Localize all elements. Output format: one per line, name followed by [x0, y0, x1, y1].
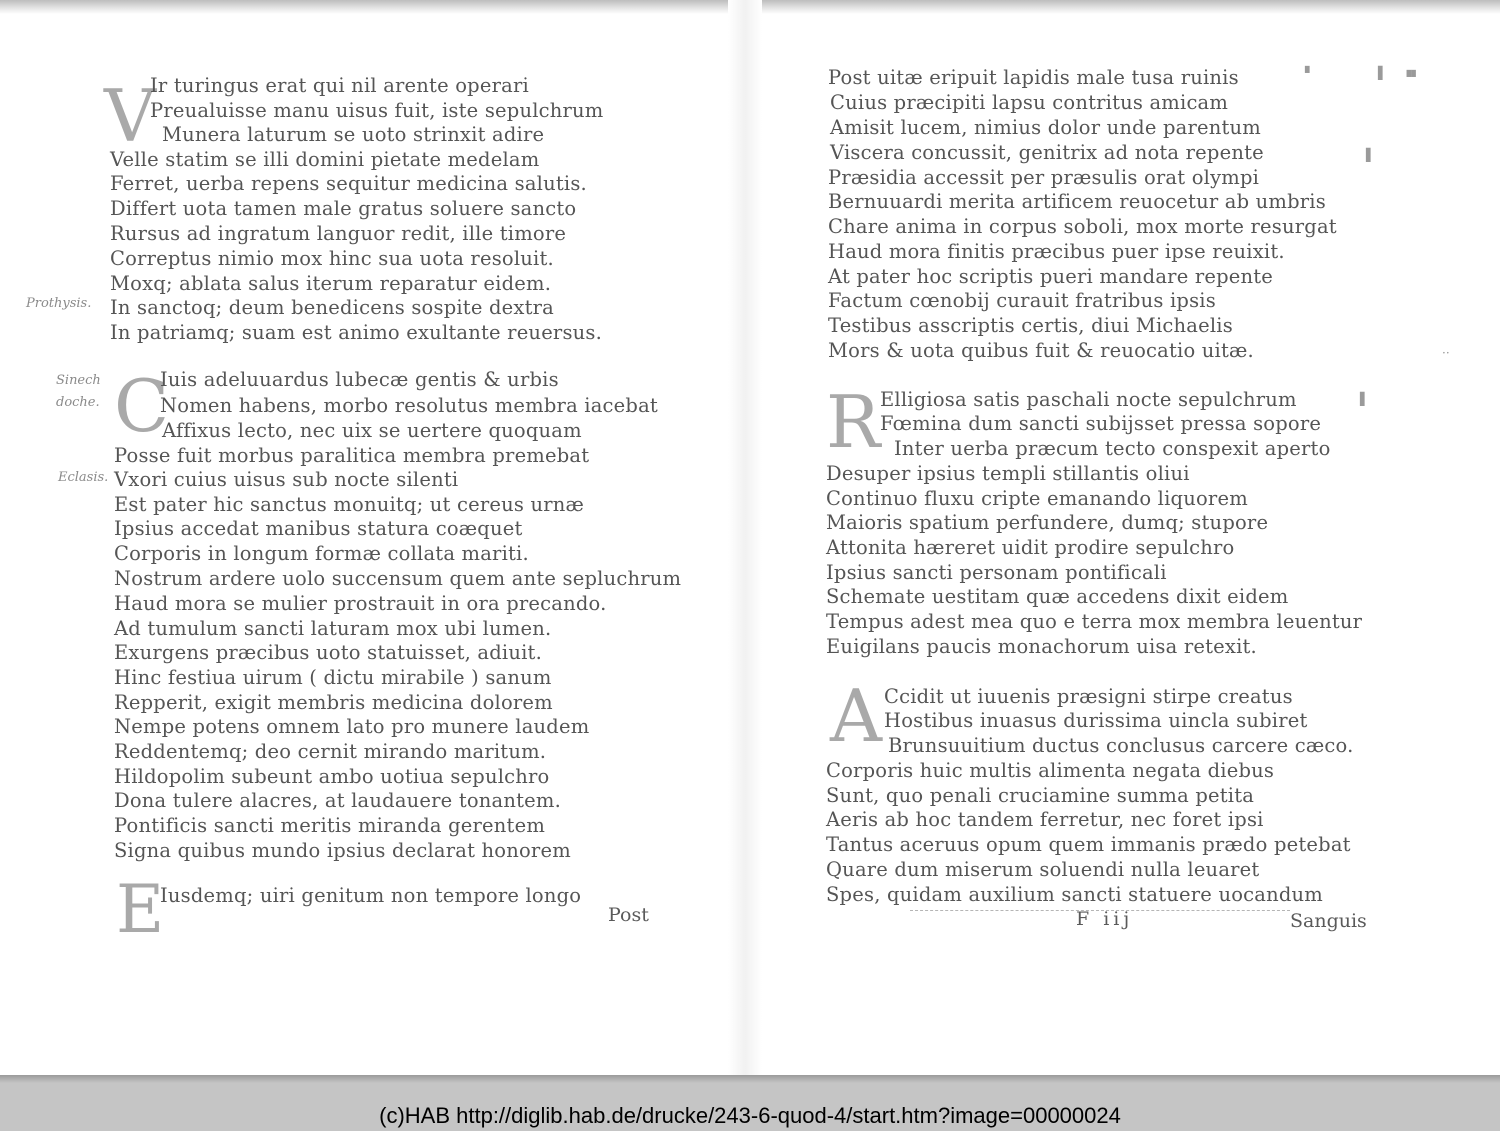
margin-note: Sinech doche.: [56, 373, 101, 410]
text-line: Fœmina dum sancti subijsset pressa sopore: [880, 412, 1322, 435]
text-line: Corporis huic multis alimenta negata diebus: [826, 759, 1275, 782]
text-line: Affixus lecto, nec uix se uertere quoquam: [162, 419, 582, 442]
text-line: Rursus ad ingratum languor redit, ille timore: [110, 222, 567, 245]
text-line: Signa quibus mundo ipsius declarat honorem: [114, 839, 571, 862]
text-line: Post uitæ eripuit lapidis male tusa ruinis: [828, 66, 1239, 89]
text-line: Elligiosa satis paschali nocte sepulchrum: [880, 388, 1297, 411]
text-line: Brunsuuitium ductus conclusus carcere cæco.: [888, 734, 1354, 757]
text-line: Ad tumulum sancti laturam mox ubi lumen.: [114, 617, 552, 640]
text-line: Cuius præcipiti lapsu contritus amicam: [830, 91, 1229, 114]
drop-cap-initial: E: [116, 871, 165, 948]
text-line: In sanctoq; deum benedicens sospite dextra: [110, 296, 554, 319]
text-line: Preualuisse manu uisus fuit, iste sepulchrum: [150, 99, 604, 122]
text-line: Continuo fluxu cripte emanando liquorem: [826, 487, 1248, 510]
text-line: Ferret, uerba repens sequitur medicina salutis.: [110, 172, 587, 195]
text-line: Ipsius accedat manibus statura coæquet: [114, 517, 523, 540]
catchword: Sanguis: [1290, 910, 1367, 932]
text-line: Posse fuit morbus paralitica membra premebat: [114, 444, 590, 467]
signature-mark: F iij: [1076, 908, 1134, 930]
text-line: Desuper ipsius templi stillantis oliui: [826, 462, 1190, 485]
text-line: Iusdemq; uiri genitum non tempore longo: [160, 884, 582, 907]
ink-speck: ▝▘: [1402, 70, 1421, 84]
text-line: Reddentemq; deo cernit mirando maritum.: [114, 740, 547, 763]
text-line: Exurgens præcibus uoto statuisset, adiuit.: [114, 641, 542, 664]
ink-speck: ▌: [1360, 392, 1370, 406]
text-line: Hostibus inuasus durissima uincla subiret: [884, 709, 1308, 732]
text-line: In patriamq; suam est animo exultante reuersus.: [110, 321, 603, 344]
text-line: Attonita hæreret uidit prodire sepulchro: [826, 536, 1235, 559]
text-line: Ipsius sancti personam pontificali: [826, 561, 1167, 584]
text-line: Vxori cuius uisus sub nocte silenti: [114, 468, 459, 491]
text-line: Haud mora se mulier prostrauit in ora precando.: [114, 592, 607, 615]
text-line: Amisit lucem, nimius dolor unde parentum: [830, 116, 1261, 139]
text-line: Schemate uestitam quæ accedens dixit eidem: [826, 585, 1289, 608]
text-line: Ir turingus erat qui nil arente operari: [150, 74, 529, 97]
ink-speck: ▌: [1378, 66, 1388, 80]
text-line: Munera laturum se uoto strinxit adire: [162, 123, 545, 146]
text-line: Ccidit ut iuuenis præsigni stirpe creatus: [884, 685, 1293, 708]
text-line: Haud mora finitis præcibus puer ipse reuixit.: [828, 240, 1285, 263]
margin-note: Prothysis.: [26, 296, 92, 311]
text-line: Nostrum ardere uolo succensum quem ante sepluchrum: [114, 567, 682, 590]
text-line: Bernuuardi merita artificem reuocetur ab umbris: [828, 190, 1326, 213]
ink-speck: ··: [1442, 346, 1450, 360]
text-line: Viscera concussit, genitrix ad nota repente: [830, 141, 1264, 164]
text-line: Repperit, exigit membris medicina dolorem: [114, 691, 553, 714]
drop-cap-initial: R: [826, 380, 881, 464]
ink-speck: ▌: [1366, 148, 1376, 162]
text-line: Pontificis sancti meritis miranda gerentem: [114, 814, 546, 837]
margin-note: Eclasis.: [58, 470, 109, 485]
copyright-url: (c)HAB http://diglib.hab.de/drucke/243-6-quod-4/start.htm?image=00000024: [379, 1103, 1121, 1128]
text-line: Spes, quidam auxilium sancti statuere uocandum: [826, 883, 1323, 906]
right-page: [760, 0, 1500, 1075]
text-line: Nempe potens omnem lato pro munere laudem: [114, 715, 590, 738]
text-line: Sunt, quo penali cruciamine summa petita: [826, 784, 1255, 807]
text-line: Inter uerba præcum tecto conspexit aperto: [894, 437, 1331, 460]
drop-cap-initial: V: [104, 74, 156, 158]
left-page: [0, 0, 740, 1075]
text-line: Velle statim se illi domini pietate medelam: [110, 148, 540, 171]
text-line: Moxq; ablata salus iterum reparatur eidem.: [110, 272, 552, 295]
text-line: Aeris ab hoc tandem ferretur, nec foret ipsi: [826, 808, 1264, 831]
text-line: At pater hoc scriptis pueri mandare repente: [828, 265, 1274, 288]
text-line: Maioris spatium perfundere, dumq; stupore: [826, 511, 1269, 534]
text-line: Quare dum miserum soluendi nulla leuaret: [826, 858, 1260, 881]
catchword: Post: [608, 904, 649, 926]
text-line: Hinc festiua uirum ( dictu mirabile ) sanum: [114, 666, 552, 689]
text-line: Præsidia accessit per præsulis orat olympi: [828, 166, 1260, 189]
text-line: Tempus adest mea quo e terra mox membra leuentur: [826, 610, 1363, 633]
drop-cap-initial: C: [114, 364, 170, 448]
text-line: Euigilans paucis monachorum uisa retexit.: [826, 635, 1257, 658]
text-line: Differt uota tamen male gratus soluere sancto: [110, 197, 577, 220]
ink-speck: ▘: [1305, 66, 1315, 80]
text-line: Tantus aceruus opum quem immanis prædo petebat: [826, 833, 1351, 856]
text-line: Nomen habens, morbo resolutus membra iacebat: [160, 394, 658, 417]
text-line: Iuis adeluuardus lubecæ gentis & urbis: [160, 368, 559, 391]
text-line: Mors & uota quibus fuit & reuocatio uitæ.: [828, 339, 1254, 362]
text-line: Correptus nimio mox hinc sua uota resoluit.: [110, 247, 554, 270]
drop-cap-initial: A: [830, 674, 882, 758]
text-line: Chare anima in corpus soboli, mox morte resurgat: [828, 215, 1337, 238]
text-line: Corporis in longum formæ collata mariti.: [114, 542, 529, 565]
text-line: Dona tulere alacres, at laudauere tonantem.: [114, 789, 561, 812]
text-line: Factum cœnobij curauit fratribus ipsis: [828, 289, 1216, 312]
text-line: Est pater hic sanctus monuitq; ut cereus urnæ: [114, 493, 585, 516]
text-line: Hildopolim subeunt ambo uotiua sepulchro: [114, 765, 550, 788]
text-line: Testibus asscriptis certis, diui Michaelis: [828, 314, 1233, 337]
